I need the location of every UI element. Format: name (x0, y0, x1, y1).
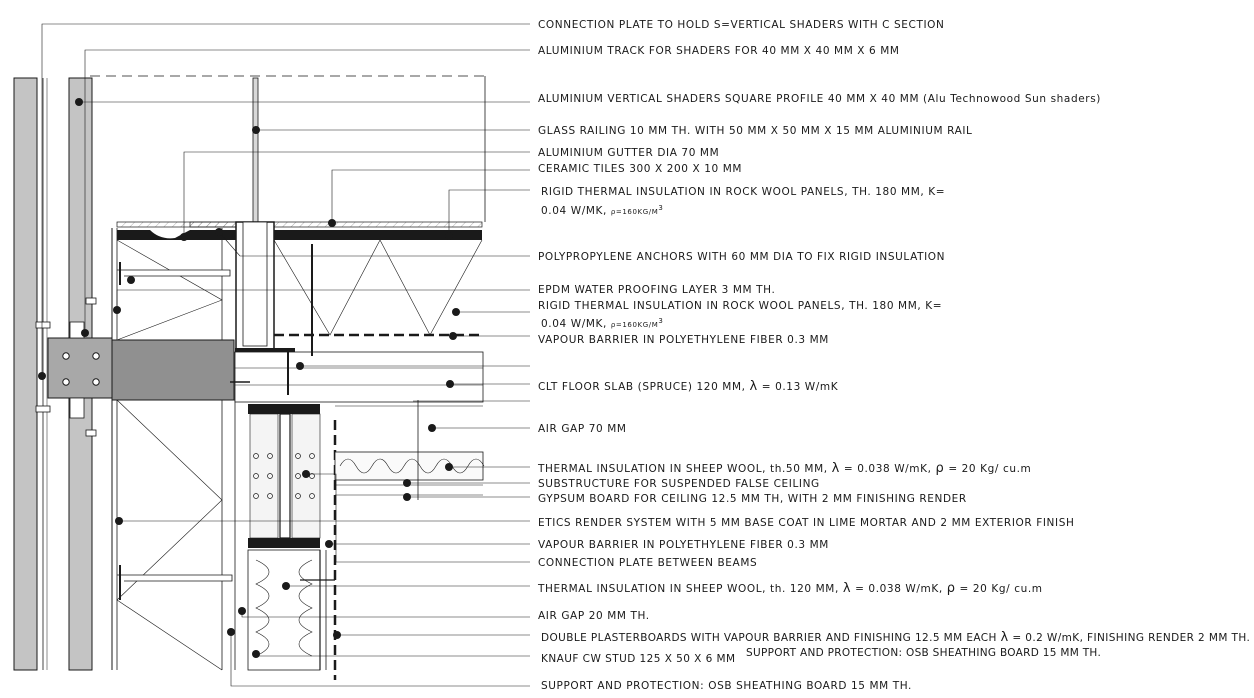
label-vertical-shaders: ALUMINIUM VERTICAL SHADERS SQUARE PROFILE 40 MM X 40 MM (Alu Technowood Sun shaders) (538, 93, 1101, 105)
label-rigid-insulation-1a: RIGID THERMAL INSULATION IN ROCK WOOL PANELS, TH. 180 MM, K= (541, 186, 946, 198)
label-sheep-wool-50: THERMAL INSULATION IN SHEEP WOOL, th.50 MM, λ = 0.038 W/mK, ρ = 20 Kg/ cu.m (538, 461, 1032, 476)
label-osb-sheathing: SUPPORT AND PROTECTION: OSB SHEATHING BOARD 15 MM TH. (541, 680, 912, 692)
label-sheep-wool-120: THERMAL INSULATION IN SHEEP WOOL, th. 120 MM, λ = 0.038 W/mK, ρ = 20 Kg/ cu.m (538, 581, 1043, 596)
interior-wall (248, 550, 335, 670)
label-osb-overlap: SUPPORT AND PROTECTION: OSB SHEATHING BOARD 15 MM TH. (746, 647, 1102, 659)
label-aluminium-gutter: ALUMINIUM GUTTER DIA 70 MM (538, 147, 720, 159)
label-double-plasterboards: DOUBLE PLASTERBOARDS WITH VAPOUR BARRIER AND FINISHING 12.5 MM EACH λ = 0.2 W/mK, FINISHING RENDER 2 MM TH. (541, 630, 1251, 645)
label-air-gap-20: AIR GAP 20 MM TH. (538, 610, 650, 622)
railing-outline-dashed (90, 76, 485, 222)
label-rigid-insulation-2b: 0.04 W/MK, $\rho=160KG/M^3$ (541, 317, 664, 330)
label-knauf-stud: KNAUF CW STUD 125 X 50 X 6 MM (541, 653, 736, 665)
label-glass-railing: GLASS RAILING 10 MM TH. WITH 50 MM X 50 MM X 15 MM ALUMINIUM RAIL (538, 125, 973, 137)
label-vapour-barrier-1: VAPOUR BARRIER IN POLYETHYLENE FIBER 0.3 MM (538, 334, 829, 346)
ceiling-layers (335, 400, 484, 680)
annotation-labels (537, 19, 1250, 692)
exterior-wall-etics (112, 228, 235, 670)
label-ceramic-tiles: CERAMIC TILES 300 X 200 X 10 MM (538, 163, 743, 175)
label-vapour-barrier-2: VAPOUR BARRIER IN POLYETHYLENE FIBER 0.3 MM (538, 539, 829, 551)
label-air-gap-70: AIR GAP 70 MM (538, 423, 627, 435)
label-polypropylene-anchors: POLYPROPYLENE ANCHORS WITH 60 MM DIA TO FIX RIGID INSULATION (538, 251, 946, 263)
glass-railing (253, 78, 258, 228)
label-rigid-insulation-2a: RIGID THERMAL INSULATION IN ROCK WOOL PANELS, TH. 180 MM, K= (538, 300, 943, 312)
label-etics-render: ETICS RENDER SYSTEM WITH 5 MM BASE COAT IN LIME MORTAR AND 2 MM EXTERIOR FINISH (538, 517, 1075, 529)
label-false-ceiling-substructure: SUBSTRUCTURE FOR SUSPENDED FALSE CEILING (538, 478, 820, 490)
label-epdm-layer: EPDM WATER PROOFING LAYER 3 MM TH. (538, 284, 776, 296)
label-beam-connection-plate: CONNECTION PLATE BETWEEN BEAMS (538, 557, 758, 569)
label-aluminium-track: ALUMINIUM TRACK FOR SHADERS FOR 40 MM X 40 MM X 6 MM (538, 45, 900, 57)
label-clt-floor-slab: CLT FLOOR SLAB (SPRUCE) 120 MM, λ = 0.13 W/mK (538, 379, 839, 394)
label-rigid-insulation-1b: 0.04 W/MK, $\rho=160KG/M^3$ (541, 204, 664, 217)
label-gypsum-board: GYPSUM BOARD FOR CEILING 12.5 MM TH, WITH 2 MM FINISHING RENDER (538, 493, 967, 505)
label-connection-plate: CONNECTION PLATE TO HOLD S=VERTICAL SHADERS WITH C SECTION (538, 19, 945, 31)
